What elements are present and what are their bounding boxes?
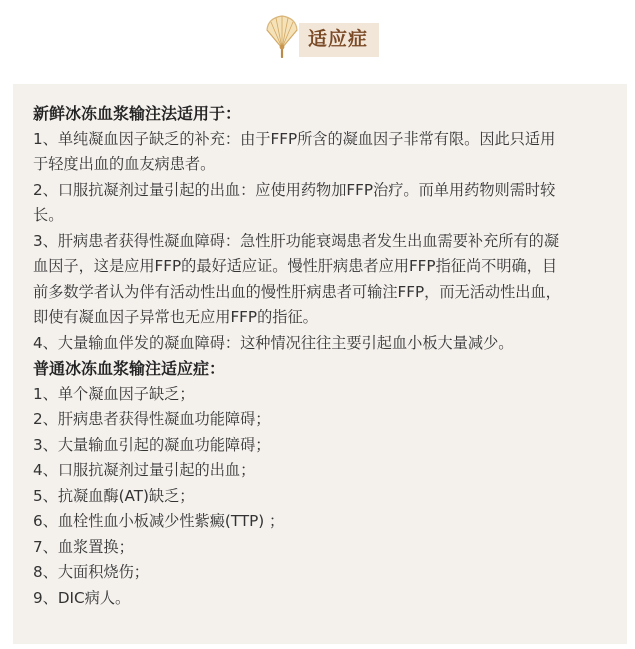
fresh-item-4: 4、大量输血伴发的凝血障碍：这种情况往往主要引起血小板大量减少。 (33, 333, 514, 352)
plain-item-3: 3、大量输血引起的凝血功能障碍； (33, 435, 271, 454)
fresh-item-3: 3、肝病患者获得性凝血障碍：急性肝功能衰竭患者发生出血需要补充所有的凝 血因子，这是应用FFP的最好适应证。慢性肝病患者应用FFP指征尚不明确，目 前多数学者认为伴有活动性出血的慢性肝病患者可输注FFP，而无活动性出血， 即使有凝血因子异常也无应用FFP的指征。 (33, 231, 561, 326)
fresh-item-2: 2、口服抗凝剂过量引起的出血：应使用药物加FFP治疗。而单用药物则需时较 长。 (33, 180, 556, 224)
content-body (33, 101, 613, 611)
section-title: 适应症 (308, 28, 369, 50)
fresh-item-1: 1、单纯凝血因子缺乏的补充：由于FFP所含的凝血因子非常有限。因此只适用 于轻度出血的血友病患者。 (33, 129, 556, 173)
plain-plasma-heading: 普通冰冻血浆输注适应症： (33, 359, 226, 378)
section-header (0, 14, 635, 62)
plain-item-5: 5、抗凝血酶(AT)缺乏； (33, 486, 195, 505)
content-panel (13, 84, 627, 644)
fresh-plasma-heading: 新鲜冰冻血浆输注法适用于： (33, 104, 242, 123)
plain-item-8: 8、大面积烧伤； (33, 563, 149, 581)
fan-icon (262, 14, 302, 58)
plain-item-9: 9、DIC病人。 (33, 588, 131, 607)
plain-item-1: 1、单个凝血因子缺乏； (33, 384, 195, 403)
plain-item-6: 6、血栓性血小板减少性紫癜(TTP) ； (33, 512, 285, 530)
plain-item-2: 2、肝病患者获得性凝血功能障碍； (33, 410, 271, 428)
plain-item-4: 4、口服抗凝剂过量引起的出血； (33, 461, 256, 479)
plain-item-7: 7、血浆置换； (33, 537, 134, 556)
